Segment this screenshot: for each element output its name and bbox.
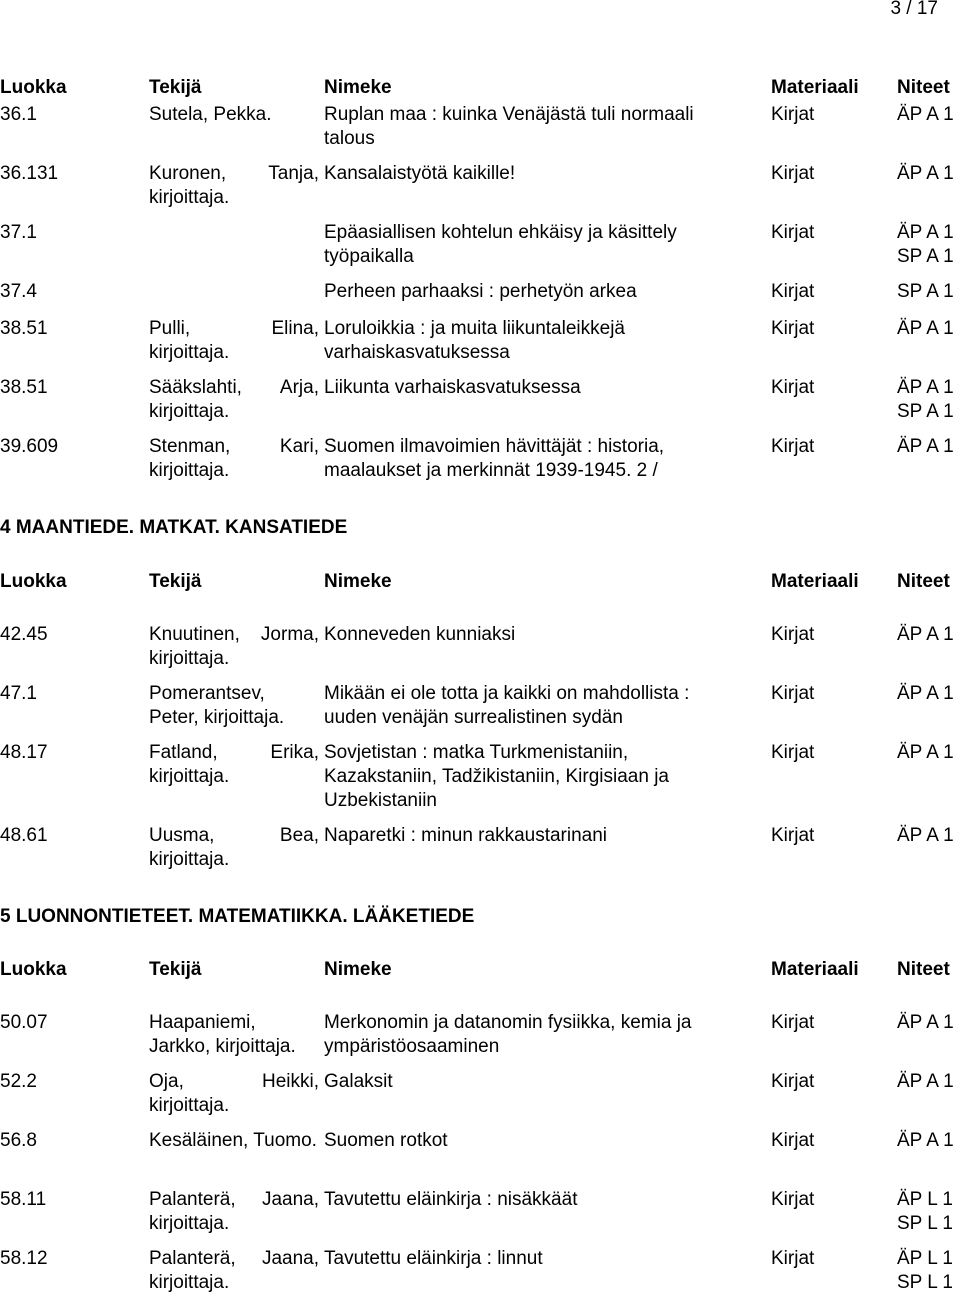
niteet: ÄP A 1 xyxy=(897,1012,954,1033)
tekija: Knuutinen, Jorma, kirjoittaja. xyxy=(149,624,319,669)
header-materiaali: Materiaali xyxy=(771,77,859,98)
table-header xyxy=(0,76,960,100)
section-title: 4 MAANTIEDE. MATKAT. KANSATIEDE xyxy=(0,517,348,538)
page-number: 3 / 17 xyxy=(890,0,938,19)
luokka: 36.131 xyxy=(0,163,59,184)
table-header xyxy=(0,958,960,982)
header-nimeke: Nimeke xyxy=(324,77,392,98)
tekija: Pulli, Elina, kirjoittaja. xyxy=(149,318,319,363)
materiaali: Kirjat xyxy=(771,436,815,457)
materiaali: Kirjat xyxy=(771,825,815,846)
nimeke: Perheen parhaaksi : perhetyön arkea xyxy=(324,281,637,302)
materiaali: Kirjat xyxy=(771,1130,815,1151)
luokka: 37.1 xyxy=(0,222,37,243)
luokka: 38.51 xyxy=(0,377,48,398)
nimeke: Tavutettu eläinkirja : linnut xyxy=(324,1248,543,1269)
header-luokka: Luokka xyxy=(0,571,67,592)
header-tekija: Tekijä xyxy=(149,77,202,98)
niteet: ÄP A 1 xyxy=(897,318,954,339)
section-title: 5 LUONNONTIETEET. MATEMATIIKKA. LÄÄKETIEDE xyxy=(0,906,475,927)
header-luokka: Luokka xyxy=(0,77,67,98)
materiaali: Kirjat xyxy=(771,318,815,339)
luokka: 56.8 xyxy=(0,1130,37,1151)
luokka: 58.11 xyxy=(0,1189,47,1210)
luokka: 39.609 xyxy=(0,436,59,457)
luokka: 52.2 xyxy=(0,1071,37,1092)
materiaali: Kirjat xyxy=(771,624,815,645)
niteet: ÄP A 1 xyxy=(897,1071,954,1092)
niteet: ÄP A 1 xyxy=(897,436,954,457)
niteet: ÄP A 1 xyxy=(897,683,954,704)
tekija: Kuronen, Tanja, kirjoittaja. xyxy=(149,163,319,208)
header-niteet: Niteet xyxy=(897,571,950,592)
materiaali: Kirjat xyxy=(771,1071,815,1092)
tekija: Palanterä, Jaana, kirjoittaja. xyxy=(149,1189,319,1234)
tekija: Kesäläinen, Tuomo. xyxy=(149,1130,317,1151)
header-nimeke: Nimeke xyxy=(324,571,392,592)
tekija: Fatland, Erika, kirjoittaja. xyxy=(149,742,319,787)
niteet: SP A 1 xyxy=(897,281,954,302)
nimeke: Galaksit xyxy=(324,1071,393,1092)
luokka: 36.1 xyxy=(0,104,37,125)
header-niteet: Niteet xyxy=(897,77,950,98)
header-nimeke: Nimeke xyxy=(324,959,392,980)
tekija: Oja, Heikki, kirjoittaja. xyxy=(149,1071,319,1116)
luokka: 50.07 xyxy=(0,1012,48,1033)
tekija: Pomerantsev, Peter, kirjoittaja. xyxy=(149,683,285,728)
luokka: 37.4 xyxy=(0,281,37,302)
luokka: 38.51 xyxy=(0,318,48,339)
materiaali: Kirjat xyxy=(771,683,815,704)
header-luokka: Luokka xyxy=(0,959,67,980)
nimeke: Sovjetistan : matka Turkmenistaniin, Kazakstaniin, Tadžikistaniin, Kirgisiaan ja Uzbekistaniin xyxy=(324,742,669,811)
materiaali: Kirjat xyxy=(771,377,815,398)
tekija: Sutela, Pekka. xyxy=(149,104,272,125)
niteet: ÄP A 1 xyxy=(897,163,954,184)
nimeke: Liikunta varhaiskasvatuksessa xyxy=(324,377,581,398)
materiaali: Kirjat xyxy=(771,1189,815,1210)
tekija: Stenman, Kari, kirjoittaja. xyxy=(149,436,319,481)
materiaali: Kirjat xyxy=(771,742,815,763)
materiaali: Kirjat xyxy=(771,281,815,302)
niteet: ÄP A 1 SP A 1 xyxy=(897,377,954,422)
tekija: Sääkslahti, Arja, kirjoittaja. xyxy=(149,377,319,422)
nimeke: Naparetki : minun rakkaustarinani xyxy=(324,825,608,846)
nimeke: Ruplan maa : kuinka Venäjästä tuli normaali talous xyxy=(324,104,694,149)
niteet: ÄP L 1 SP L 1 xyxy=(897,1248,953,1293)
materiaali: Kirjat xyxy=(771,104,815,125)
header-materiaali: Materiaali xyxy=(771,571,859,592)
header-materiaali: Materiaali xyxy=(771,959,859,980)
tekija: Haapaniemi, Jarkko, kirjoittaja. xyxy=(149,1012,296,1057)
luokka: 42.45 xyxy=(0,624,48,645)
materiaali: Kirjat xyxy=(771,163,815,184)
tekija: Palanterä, Jaana, kirjoittaja. xyxy=(149,1248,319,1293)
nimeke: Loruloikkia : ja muita liikuntaleikkejä varhaiskasvatuksessa xyxy=(324,318,625,363)
niteet: ÄP A 1 SP A 1 xyxy=(897,222,954,267)
luokka: 47.1 xyxy=(0,683,37,704)
niteet: ÄP A 1 xyxy=(897,624,954,645)
materiaali: Kirjat xyxy=(771,1012,815,1033)
niteet: ÄP L 1 SP L 1 xyxy=(897,1189,953,1234)
luokka: 48.17 xyxy=(0,742,48,763)
nimeke: Konneveden kunniaksi xyxy=(324,624,516,645)
luokka: 58.12 xyxy=(0,1248,48,1269)
materiaali: Kirjat xyxy=(771,1248,815,1269)
nimeke: Suomen ilmavoimien hävittäjät : historia, maalaukset ja merkinnät 1939-1945. 2 / xyxy=(324,436,665,481)
niteet: ÄP A 1 xyxy=(897,104,954,125)
header-tekija: Tekijä xyxy=(149,571,202,592)
niteet: ÄP A 1 xyxy=(897,825,954,846)
nimeke: Merkonomin ja datanomin fysiikka, kemia ja ympäristöosaaminen xyxy=(324,1012,692,1057)
niteet: ÄP A 1 xyxy=(897,1130,954,1151)
header-tekija: Tekijä xyxy=(149,959,202,980)
tekija: Uusma, Bea, kirjoittaja. xyxy=(149,825,319,870)
nimeke: Mikään ei ole totta ja kaikki on mahdollista : uuden venäjän surrealistinen sydän xyxy=(324,683,690,728)
luokka: 48.61 xyxy=(0,825,48,846)
nimeke: Tavutettu eläinkirja : nisäkkäät xyxy=(324,1189,578,1210)
nimeke: Kansalaistyötä kaikille! xyxy=(324,163,516,184)
table-header xyxy=(0,570,960,594)
nimeke: Epäasiallisen kohtelun ehkäisy ja käsittely työpaikalla xyxy=(324,222,677,267)
header-niteet: Niteet xyxy=(897,959,950,980)
nimeke: Suomen rotkot xyxy=(324,1130,448,1151)
niteet: ÄP A 1 xyxy=(897,742,954,763)
materiaali: Kirjat xyxy=(771,222,815,243)
